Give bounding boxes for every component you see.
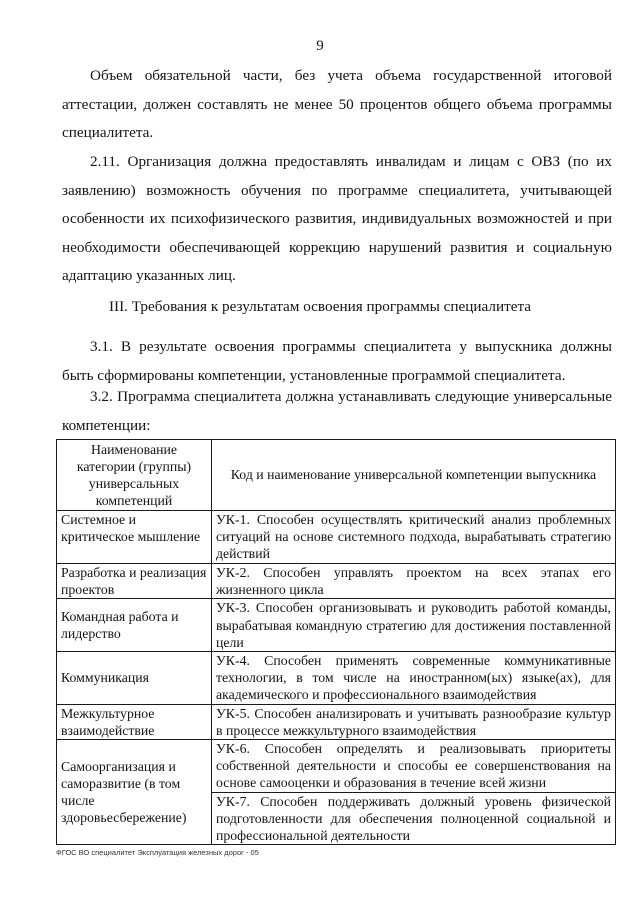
section-heading: III. Требования к результатам освоения программы специалитета: [108, 298, 532, 315]
category-cell: Коммуникация: [57, 652, 212, 705]
header-category: Наименование категории (группы) универсальных компетенций: [57, 440, 212, 511]
table-row: [57, 704, 616, 739]
paragraph-3-2: 3.2. Программа специалитета должна устанавливать следующие универсальные компетенции:: [62, 388, 612, 434]
paragraph-3-1: 3.1. В результате освоения программы специалитета у выпускника должны быть сформированы компетенции, установленные программой специалитета.: [62, 338, 612, 384]
table-row: [57, 564, 616, 599]
page-number: 9: [316, 38, 324, 54]
category-cell: Разработка и реализация проектов: [57, 564, 212, 599]
table-row: [57, 652, 616, 705]
table-row: [57, 511, 616, 564]
paragraph-2-11: 2.11. Организация должна предоставлять инвалидам и лицам с ОВЗ (по их заявлению) возможность обучения по программе специалитета, учитывающей особенности их психофизического развития, индивидуальных возможностей и при необходимости обеспечивающей коррекцию нарушений развития и социальную адаптацию указанных лиц.: [62, 153, 612, 284]
competence-cell: УК-2. Способен управлять проектом на всех этапах его жизненного цикла: [212, 564, 616, 599]
category-cell: Самоорганизация и саморазвитие (в том числе здоровьесбережение): [57, 740, 212, 845]
category-cell: Системное и критическое мышление: [57, 511, 212, 564]
paragraph-mandatory-part: Объем обязательной части, без учета объема государственной итоговой аттестации, должен составлять не менее 50 процентов общего объема программы специалитета.: [62, 67, 612, 141]
category-cell: Межкультурное взаимодействие: [57, 704, 212, 739]
category-cell: Командная работа и лидерство: [57, 599, 212, 652]
table-row: [57, 740, 616, 793]
document-footer: ФГОС ВО специалитет Эксплуатация железных дорог - 05: [56, 848, 259, 857]
header-competence: Код и наименование универсальной компетенции выпускника: [212, 440, 616, 511]
competence-cell: УК-6. Способен определять и реализовывать приоритеты собственной деятельности и способы ее совершенствования на основе самооценки и образования в течение всей жизни: [212, 740, 616, 793]
competence-cell: УК-3. Способен организовывать и руководить работой команды, вырабатывая командную стратегию для достижения поставленной цели: [212, 599, 616, 652]
table-header-row: [57, 440, 616, 511]
competence-cell: УК-1. Способен осуществлять критический анализ проблемных ситуаций на основе системного подхода, вырабатывать стратегию действий: [212, 511, 616, 564]
competencies-table: [56, 439, 616, 845]
competence-cell: УК-4. Способен применять современные коммуникативные технологии, в том числе на иностранном(ых) языке(ах), для академического и профессионального взаимодействия: [212, 652, 616, 705]
competence-cell: УК-5. Способен анализировать и учитывать разнообразие культур в процессе межкультурного взаимодействия: [212, 704, 616, 739]
table-row: [57, 599, 616, 652]
competence-cell: УК-7. Способен поддерживать должный уровень физической подготовленности для обеспечения полноценной социальной и профессиональной деятельности: [212, 792, 616, 845]
